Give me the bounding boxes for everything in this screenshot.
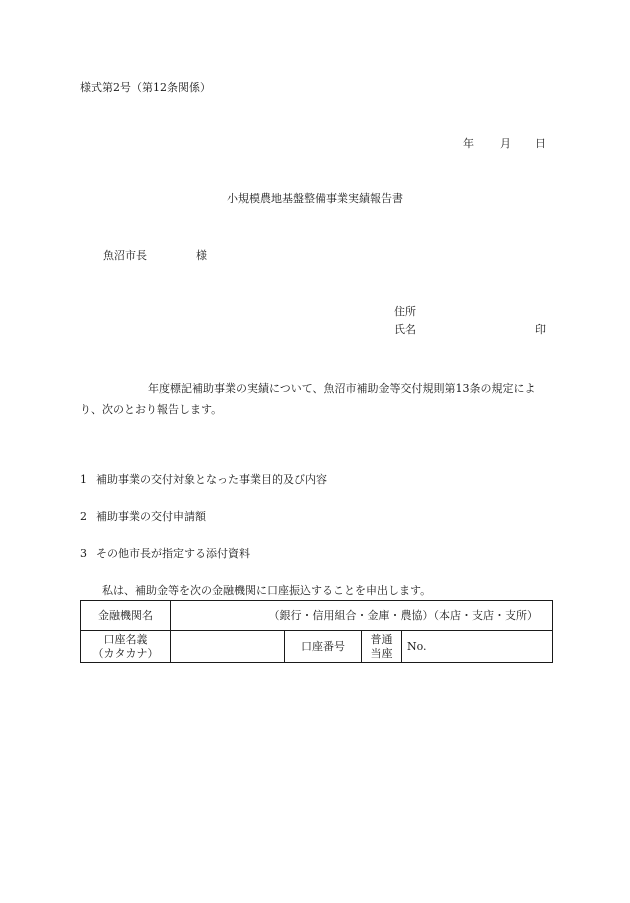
list-item	[80, 548, 250, 559]
account-number-label-cell: 口座番号	[285, 631, 362, 663]
account-holder-kana-label: （カタカナ）	[92, 646, 159, 660]
list-item	[80, 511, 206, 522]
date-year-label: 年	[463, 137, 474, 150]
bank-transfer-intro: 私は、補助金等を次の金融機関に口座振込することを申出します。	[102, 584, 432, 597]
account-holder-field[interactable]	[171, 631, 285, 663]
addressee-name: 魚沼市長	[103, 249, 147, 262]
account-type-ordinary: 普通	[370, 632, 393, 646]
date-month-label: 月	[500, 137, 511, 150]
document-title: 小規模農地基盤整備事業実績報告書	[227, 192, 403, 205]
list-item	[80, 474, 327, 485]
item-number: 1	[80, 473, 87, 486]
table-row	[81, 631, 553, 663]
account-holder-label-cell	[81, 631, 171, 663]
applicant-name-label: 氏名	[394, 323, 416, 336]
bank-account-table	[80, 600, 553, 663]
table-row	[81, 601, 553, 631]
form-number: 様式第2号（第12条関係）	[80, 81, 211, 94]
date-day-label: 日	[535, 137, 546, 150]
applicant-address-label: 住所	[394, 305, 416, 318]
account-number-field[interactable]: No.	[402, 631, 553, 663]
item-number: 3	[80, 547, 87, 560]
account-holder-label: 口座名義	[103, 632, 148, 646]
institution-field[interactable]: （銀行・信用組合・金庫・農協）（本店・支店・支所）	[171, 601, 553, 631]
item-text: その他市長が指定する添付資料	[96, 547, 250, 560]
seal-mark: 印	[535, 323, 546, 336]
account-type-current: 当座	[370, 646, 393, 660]
item-number: 2	[80, 510, 87, 523]
institution-label-cell: 金融機関名	[81, 601, 171, 631]
item-text: 補助事業の交付対象となった事業目的及び内容	[96, 473, 327, 486]
account-type-cell[interactable]	[362, 631, 402, 663]
item-text: 補助事業の交付申請額	[96, 510, 206, 523]
addressee-honorific: 様	[196, 249, 207, 262]
body-paragraph: 年度標記補助事業の実績について、魚沼市補助金等交付規則第13条の規定により、次のとおり報告します。	[80, 382, 536, 416]
